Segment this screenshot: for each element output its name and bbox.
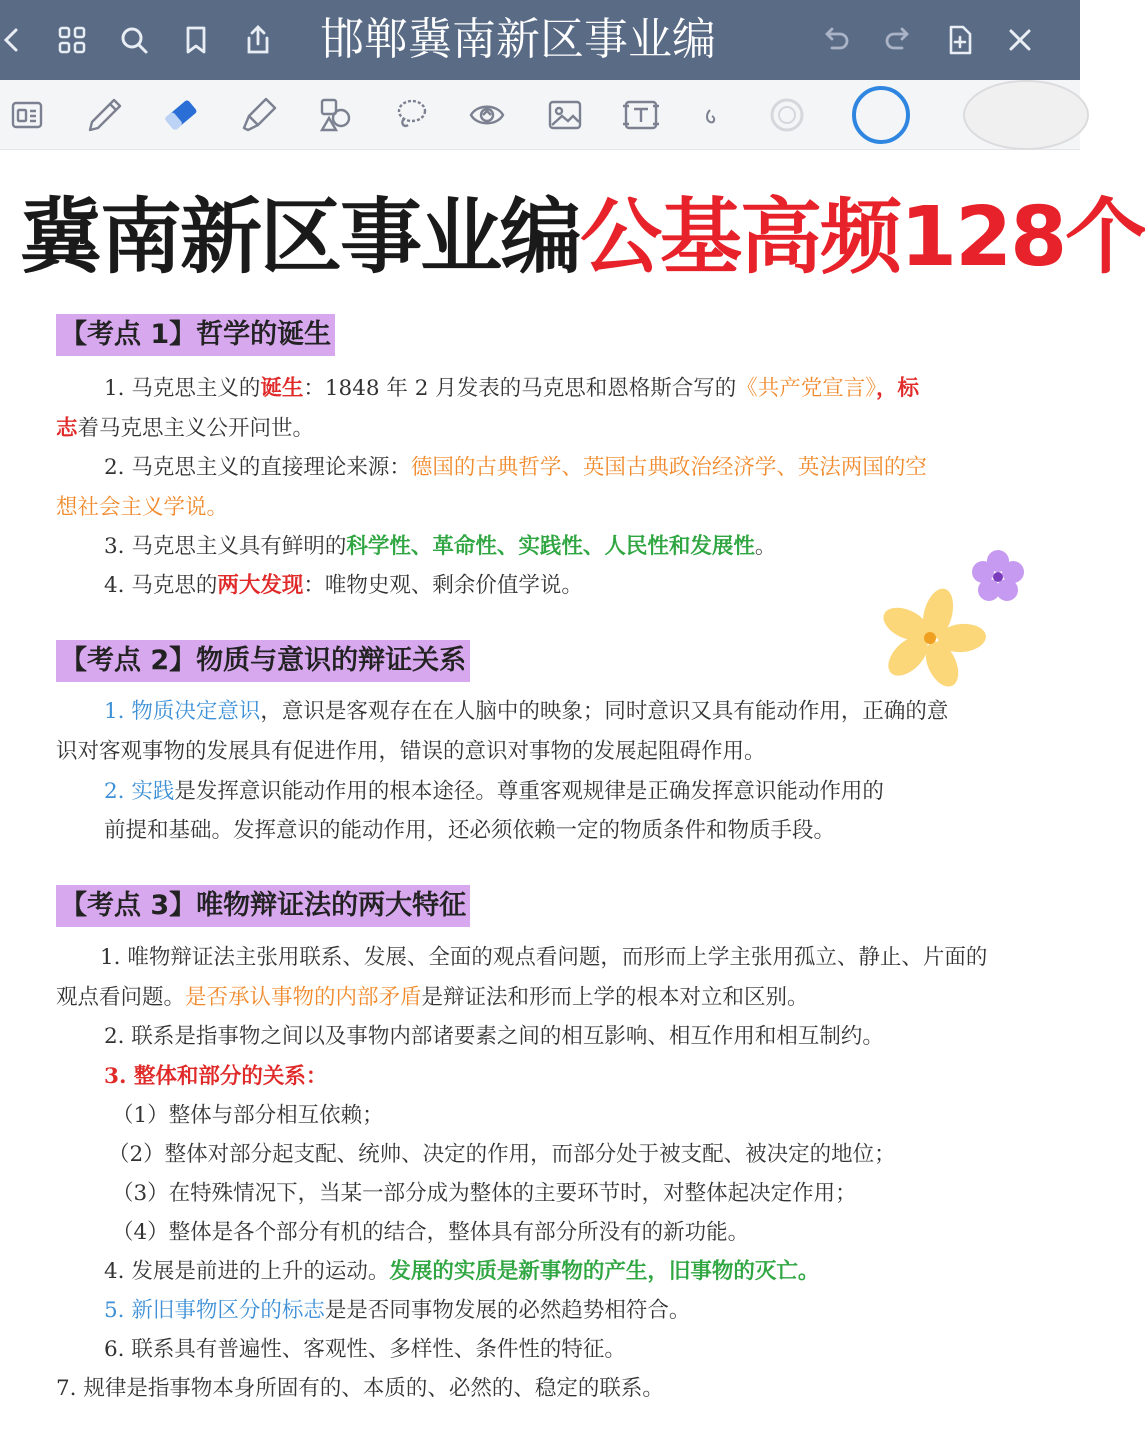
s1-line-1: 1. 马克思主义的诞生：1848 年 2 月发表的马克思和恩格斯合写的《共产党宣言》，标 bbox=[104, 376, 920, 401]
headline-part-red: 公基高频128个 bbox=[580, 190, 1145, 285]
s3-line-12: 7. 规律是指事物本身所固有的、本质的、必然的、稳定的联系。 bbox=[56, 1376, 664, 1401]
s1-line-3: 2. 马克思主义的直接理论来源：德国的古典哲学、英国古典政治经济学、英法两国的空 bbox=[104, 455, 927, 480]
s3-line-3: 2. 联系是指事物之间以及事物内部诸要素之间的相互影响、相互作用和相互制约。 bbox=[104, 1024, 884, 1049]
s3-line-9: 4. 发展是前进的上升的运动。发展的实质是新事物的产生，旧事物的灭亡。 bbox=[104, 1259, 820, 1284]
highlighter-icon[interactable] bbox=[238, 94, 280, 136]
color-swatch-icon[interactable] bbox=[696, 94, 738, 136]
undo-icon[interactable] bbox=[818, 22, 854, 58]
pen-icon[interactable] bbox=[84, 94, 126, 136]
document-title: 邯郸冀南新区事业编 bbox=[320, 14, 716, 65]
s2-line-3: 2. 实践是发挥意识能动作用的根本途径。尊重客观规律是正确发挥意识能动作用的 bbox=[104, 779, 884, 804]
s2-line-4: 前提和基础。发挥意识的能动作用，还必须依赖一定的物质条件和物质手段。 bbox=[104, 818, 836, 843]
texture-swatch-icon[interactable] bbox=[956, 82, 1080, 148]
s3-line-8: （4）整体是各个部分有机的结合，整体具有部分所没有的新功能。 bbox=[112, 1220, 750, 1245]
eraser-icon[interactable] bbox=[160, 94, 202, 136]
s2-line-2: 识对客观事物的发展具有促进作用，错误的意识对事物的发展起阻碍作用。 bbox=[56, 739, 766, 764]
share-icon[interactable] bbox=[240, 22, 276, 58]
text-icon[interactable] bbox=[620, 94, 662, 136]
headline-part-black: 冀南新区事业编 bbox=[20, 190, 581, 285]
search-icon[interactable] bbox=[116, 22, 152, 58]
close-icon[interactable] bbox=[1002, 22, 1038, 58]
s1-line-5: 3. 马克思主义具有鲜明的科学性、革命性、实践性、人民性和发展性。 bbox=[104, 534, 777, 559]
s3-line-1: 1. 唯物辩证法主张用联系、发展、全面的观点看问题，而形而上学主张用孤立、静止、片面的 bbox=[100, 945, 988, 970]
section-1-label: 【考点 1】哲学的诞生 bbox=[56, 314, 335, 356]
camera-icon[interactable] bbox=[466, 94, 508, 136]
yellow-flower-icon bbox=[878, 586, 986, 690]
section-2-label: 【考点 2】物质与意识的辩证关系 bbox=[56, 640, 470, 682]
s3-line-10: 5. 新旧事物区分的标志是是否同事物发展的必然趋势相符合。 bbox=[104, 1298, 691, 1323]
bookmark-icon[interactable] bbox=[178, 22, 214, 58]
app-top-bar bbox=[0, 0, 1080, 80]
s3-line-11: 6. 联系具有普遍性、客观性、多样性、条件性的特征。 bbox=[104, 1337, 626, 1362]
redo-icon[interactable] bbox=[880, 22, 916, 58]
s3-line-7: （3）在特殊情况下，当某一部分成为整体的主要环节时，对整体起决定作用； bbox=[112, 1181, 857, 1206]
s1-line-2: 志着马克思主义公开问世。 bbox=[56, 416, 315, 441]
lasso-icon[interactable] bbox=[390, 94, 432, 136]
s2-line-1: 1. 物质决定意识，意识是客观存在在人脑中的映象；同时意识又具有能动作用，正确的意 bbox=[104, 699, 949, 724]
s1-line-4: 想社会主义学说。 bbox=[56, 495, 229, 520]
grid-icon[interactable] bbox=[54, 22, 90, 58]
image-icon[interactable] bbox=[544, 94, 586, 136]
brush-size-icon[interactable] bbox=[766, 94, 808, 136]
section-3-label: 【考点 3】唯物辩证法的两大特征 bbox=[56, 885, 470, 927]
back-icon[interactable] bbox=[0, 22, 30, 58]
s3-line-5: （1）整体与部分相互依赖； bbox=[112, 1103, 384, 1128]
s3-line-6: （2）整体对部分起支配、统帅、决定的作用，而部分处于被支配、被决定的地位； bbox=[108, 1142, 896, 1167]
s3-line-2: 观点看问题。是否承认事物的内部矛盾是辩证法和形而上学的根本对立和区别。 bbox=[56, 985, 809, 1010]
drawing-toolbar bbox=[0, 80, 1080, 150]
s1-line-6: 4. 马克思的两大发现：唯物史观、剩余价值学说。 bbox=[104, 573, 583, 598]
shapes-icon[interactable] bbox=[314, 94, 356, 136]
s3-line-4: 3. 整体和部分的关系： bbox=[104, 1064, 328, 1089]
add-page-icon[interactable] bbox=[942, 22, 978, 58]
page-layout-icon[interactable] bbox=[6, 94, 48, 136]
page-headline bbox=[20, 188, 1145, 288]
color-ring-icon[interactable] bbox=[848, 84, 914, 146]
